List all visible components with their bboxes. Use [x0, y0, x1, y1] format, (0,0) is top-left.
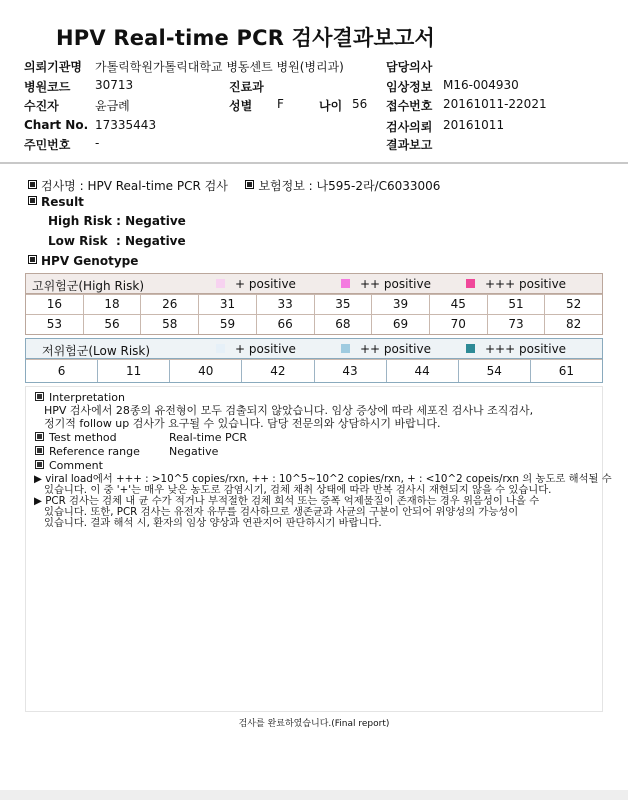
- reference-range-label: Reference range: [49, 445, 140, 458]
- legend-plusplus: ++ positive: [341, 342, 431, 356]
- table-row: [26, 314, 602, 334]
- interpretation-line-1: HPV 검사에서 28종의 유전형이 모두 검출되지 않았습니다. 임상 증상에 따라 세포진 검사나 조직검사,: [44, 404, 534, 417]
- receipt-label: 접수번호: [386, 99, 433, 113]
- high-risk-result: High Risk : Negative: [48, 214, 186, 228]
- chart-label: Chart No.: [24, 118, 89, 132]
- bottom-bar: [0, 790, 628, 800]
- genotype-cell: 69: [371, 315, 429, 334]
- comment-1a: ▶ viral load에서 +++ : >10^5 copies/rxn, ++ : 10^5~10^2 copies/rxn, + : <10^2 copeis/rxn 의 농도로 해석될 수: [34, 473, 612, 485]
- low-risk-result: Low Risk : Negative: [48, 234, 186, 248]
- exam-line: [28, 177, 440, 194]
- square-bullet-icon: [35, 446, 44, 455]
- genotype-cell: 52: [544, 295, 602, 314]
- doctor-label: 담당의사: [386, 60, 433, 74]
- genotype-cell: 40: [169, 360, 241, 382]
- inst-value: 가톨릭학원가톨릭대학교 병동센트 병원(병리과): [95, 60, 344, 74]
- id-label: 주민번호: [24, 138, 71, 152]
- test-method-row: [35, 431, 117, 444]
- clinical-label: 임상정보: [386, 80, 433, 94]
- high-risk-label: 고위험군(High Risk): [32, 279, 144, 293]
- legend-swatch: [341, 279, 350, 288]
- sex-label: 성별: [229, 99, 253, 113]
- interpretation-heading: Interpretation: [35, 391, 125, 404]
- test-method-label: Test method: [49, 431, 117, 444]
- genotype-cell: 70: [429, 315, 487, 334]
- table-row: [26, 359, 602, 382]
- chart-value: 17335443: [95, 118, 157, 132]
- header-divider: [0, 162, 628, 164]
- age-label: 나이: [319, 99, 343, 113]
- genotype-cell: 59: [198, 315, 256, 334]
- genotype-cell: 31: [198, 295, 256, 314]
- square-bullet-icon: [28, 196, 37, 205]
- sex-value: F: [277, 97, 284, 111]
- square-bullet-icon: [28, 255, 37, 264]
- legend-swatch: [341, 344, 350, 353]
- comment-2b: 있습니다. 또한, PCR 검사는 유전자 유무를 검사하므로 생존균과 사균의 구분이 안되어 위양성의 가능성이: [44, 506, 519, 518]
- square-bullet-icon: [35, 392, 44, 401]
- legend-plus: + positive: [216, 342, 296, 356]
- high-risk-table: [25, 273, 603, 335]
- genotype-cell: 73: [487, 315, 545, 334]
- comment-2c: 있습니다. 결과 해석 시, 환자의 임상 양상과 연관지어 판단하시기 바랍니다.: [44, 517, 382, 529]
- genotype-cell: 68: [314, 315, 372, 334]
- report-label: 결과보고: [386, 138, 433, 152]
- request-label: 검사의뢰: [386, 120, 433, 134]
- genotype-cell: 45: [429, 295, 487, 314]
- exam-name: 검사명 : HPV Real-time PCR 검사: [41, 179, 228, 193]
- low-risk-table: [25, 338, 603, 383]
- result-heading: Result: [28, 195, 84, 209]
- code-label: 병원코드: [24, 80, 71, 94]
- genotype-cell: 26: [140, 295, 198, 314]
- final-report-note: 검사를 완료하였습니다.(Final report): [238, 719, 390, 729]
- table-row: [26, 294, 602, 314]
- legend-swatch: [466, 279, 475, 288]
- reference-range-row: [35, 445, 140, 458]
- genotype-cell: 39: [371, 295, 429, 314]
- genotype-cell: 54: [458, 360, 530, 382]
- id-value: -: [95, 136, 100, 150]
- high-risk-header: [26, 274, 602, 294]
- low-risk-header: [26, 339, 602, 359]
- comment-2a: ▶ PCR 검사는 검체 내 균 수가 적거나 부적절한 검체 희석 또는 증폭 억제물질이 존재하는 경우 위음성이 나올 수: [34, 495, 540, 507]
- genotype-cell: 58: [140, 315, 198, 334]
- request-value: 20161011: [443, 118, 505, 132]
- square-bullet-icon: [35, 460, 44, 469]
- legend-plusplusplus: +++ positive: [466, 277, 566, 291]
- test-method-value: Real-time PCR: [169, 431, 247, 444]
- genotype-cell: 56: [83, 315, 141, 334]
- patient-value: 윤금례: [95, 99, 130, 113]
- clinical-value: M16-004930: [443, 78, 519, 92]
- patient-label: 수진자: [24, 99, 59, 113]
- inst-label: 의뢰기관명: [24, 60, 82, 74]
- legend-plusplusplus: +++ positive: [466, 342, 566, 356]
- genotype-cell: 44: [386, 360, 458, 382]
- legend-swatch: [216, 344, 225, 353]
- genotype-cell: 42: [241, 360, 313, 382]
- legend-plus: + positive: [216, 277, 296, 291]
- genotype-cell: 11: [97, 360, 169, 382]
- insurance-info: 보험정보 : 나595-2라/C6033006: [258, 179, 441, 193]
- code-value: 30713: [95, 78, 134, 92]
- genotype-heading: HPV Genotype: [28, 254, 138, 268]
- genotype-cell: 16: [46, 297, 62, 311]
- genotype-cell: 33: [256, 295, 314, 314]
- square-bullet-icon: [28, 180, 37, 189]
- report-title: HPV Real-time PCR 검사결과보고서: [56, 26, 435, 50]
- legend-swatch: [466, 344, 475, 353]
- legend-plusplus: ++ positive: [341, 277, 431, 291]
- receipt-value: 20161011-22021: [443, 97, 547, 111]
- genotype-cell: 6: [57, 364, 66, 378]
- comment-1b: 있습니다. 이 중 '+'는 매우 낮은 농도로 감염시기, 검체 채취 상태에 따라 반복 검사시 재현되지 않을 수 있습니다.: [44, 484, 552, 496]
- interpretation-line-2: 정기적 follow up 검사가 요구될 수 있습니다. 담당 전문의와 상담하시기 바랍니다.: [44, 417, 441, 430]
- comment-heading: Comment: [35, 459, 103, 472]
- genotype-cell: 61: [530, 360, 602, 382]
- genotype-cell: 82: [544, 315, 602, 334]
- dept-label: 진료과: [229, 80, 264, 94]
- genotype-cell: 35: [314, 295, 372, 314]
- reference-range-value: Negative: [169, 445, 219, 458]
- low-risk-label: 저위험군(Low Risk): [42, 344, 151, 358]
- legend-swatch: [216, 279, 225, 288]
- genotype-cell: 53: [46, 317, 62, 331]
- genotype-cell: 66: [256, 315, 314, 334]
- genotype-cell: 18: [83, 295, 141, 314]
- interpretation-box: [25, 386, 612, 712]
- genotype-cell: 51: [487, 295, 545, 314]
- age-value: 56: [352, 97, 368, 111]
- square-bullet-icon: [35, 432, 44, 441]
- genotype-cell: 43: [314, 360, 386, 382]
- square-bullet-icon: [245, 180, 254, 189]
